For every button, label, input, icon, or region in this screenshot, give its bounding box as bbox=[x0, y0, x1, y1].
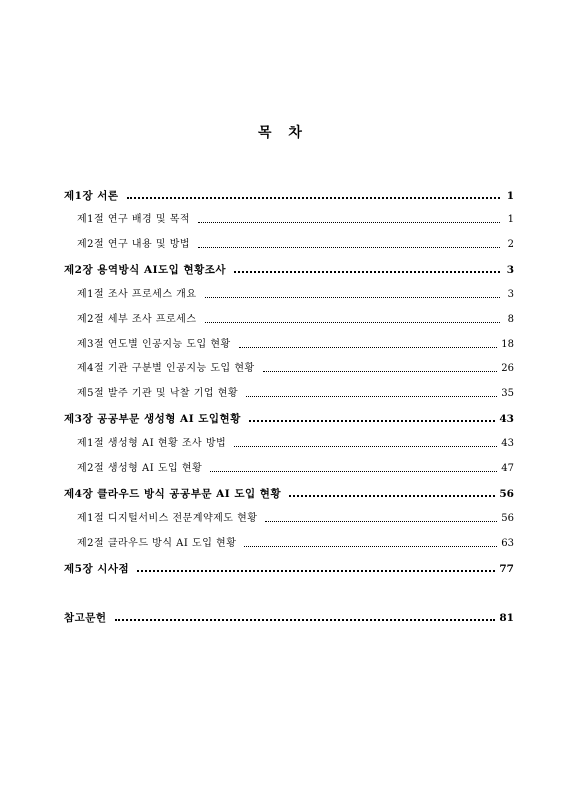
dot-leader bbox=[234, 446, 497, 447]
dot-leader bbox=[289, 495, 495, 497]
toc-entry-page: 43 bbox=[501, 438, 514, 449]
toc-entry-page: 8 bbox=[507, 314, 514, 325]
toc-title: 목 차 bbox=[258, 125, 308, 141]
toc-entry-section-2-4[interactable] bbox=[77, 361, 514, 377]
toc-entry-page: 1 bbox=[507, 214, 514, 225]
toc-entry-chapter-4[interactable] bbox=[64, 486, 514, 502]
toc-entry-label: 제2절 클라우드 방식 AI 도입 현황 bbox=[77, 538, 237, 549]
toc-entry-page: 63 bbox=[501, 538, 514, 549]
dot-leader bbox=[249, 420, 496, 422]
toc-entry-label: 제3절 연도별 인공지능 도입 현황 bbox=[77, 339, 231, 350]
dot-leader bbox=[263, 371, 498, 372]
dot-leader bbox=[127, 197, 500, 199]
toc-entry-section-2-2[interactable] bbox=[77, 312, 514, 328]
toc-entry-section-2-3[interactable] bbox=[77, 337, 514, 353]
toc-entry-page: 77 bbox=[499, 563, 514, 575]
toc-entry-label: 제2절 생성형 AI 도입 현황 bbox=[77, 463, 203, 474]
toc-entry-page: 3 bbox=[506, 264, 514, 276]
toc-entry-section-2-1[interactable] bbox=[77, 287, 514, 303]
toc-entry-page: 3 bbox=[507, 289, 514, 300]
dot-leader bbox=[137, 570, 495, 572]
toc-entry-chapter-2[interactable] bbox=[64, 262, 514, 278]
toc-entry-page: 1 bbox=[506, 190, 514, 202]
dot-leader bbox=[205, 297, 501, 298]
toc-entry-label: 제4장 클라우드 방식 공공부문 AI 도입 현황 bbox=[64, 488, 282, 500]
toc-entry-page: 2 bbox=[507, 239, 514, 250]
toc-entry-section-3-2[interactable] bbox=[77, 461, 514, 477]
toc-entry-page: 56 bbox=[499, 488, 514, 500]
toc-entry-page: 35 bbox=[501, 388, 514, 399]
toc-entry-label: 제4절 기관 구분별 인공지능 도입 현황 bbox=[77, 363, 255, 374]
toc-entry-label: 제5장 시사점 bbox=[64, 563, 130, 575]
toc-entry-chapter-3[interactable] bbox=[64, 411, 514, 427]
toc-entry-label: 제1장 서론 bbox=[64, 190, 119, 202]
toc-entry-page: 56 bbox=[501, 513, 514, 524]
toc-entry-label: 제1절 디지털서비스 전문계약제도 현황 bbox=[77, 513, 258, 524]
dot-leader bbox=[198, 247, 500, 248]
dot-leader bbox=[210, 471, 497, 472]
dot-leader bbox=[244, 546, 497, 547]
toc-entry-section-4-2[interactable] bbox=[77, 536, 514, 552]
toc-entry-page: 47 bbox=[501, 463, 514, 474]
toc-entry-section-1-2[interactable] bbox=[77, 237, 514, 253]
toc-entry-page: 43 bbox=[499, 413, 514, 425]
toc-entry-page: 18 bbox=[501, 339, 514, 350]
toc-entry-references[interactable] bbox=[64, 610, 514, 626]
dot-leader bbox=[115, 619, 496, 621]
toc-entry-chapter-5[interactable] bbox=[64, 561, 514, 577]
toc-entry-label: 제5절 발주 기관 및 낙찰 기업 현황 bbox=[77, 388, 239, 399]
toc-entry-label: 제2장 용역방식 AI도입 현황조사 bbox=[64, 264, 227, 276]
dot-leader bbox=[234, 271, 500, 273]
toc-entry-label: 제2절 세부 조사 프로세스 bbox=[77, 314, 197, 325]
toc-entry-section-3-1[interactable] bbox=[77, 436, 514, 452]
toc-entry-label: 제1절 생성형 AI 현황 조사 방법 bbox=[77, 438, 227, 449]
dot-leader bbox=[205, 322, 501, 323]
toc-entry-label: 제3장 공공부문 생성형 AI 도입현황 bbox=[64, 413, 241, 425]
toc-entry-page: 26 bbox=[501, 363, 514, 374]
toc-entry-label: 제2절 연구 내용 및 방법 bbox=[77, 239, 191, 250]
toc-entry-chapter-1[interactable] bbox=[64, 188, 514, 204]
toc-entry-section-1-1[interactable] bbox=[77, 212, 514, 228]
toc-entry-label: 제1절 연구 배경 및 목적 bbox=[77, 214, 191, 225]
toc-entry-section-2-5[interactable] bbox=[77, 386, 514, 402]
dot-leader bbox=[265, 521, 497, 522]
toc-entry-label: 참고문헌 bbox=[64, 612, 107, 624]
dot-leader bbox=[198, 222, 500, 223]
toc-entry-section-4-1[interactable] bbox=[77, 511, 514, 527]
dot-leader bbox=[246, 396, 497, 397]
toc-entry-page: 81 bbox=[499, 612, 514, 624]
toc-entry-label: 제1절 조사 프로세스 개요 bbox=[77, 289, 197, 300]
dot-leader bbox=[239, 347, 498, 348]
